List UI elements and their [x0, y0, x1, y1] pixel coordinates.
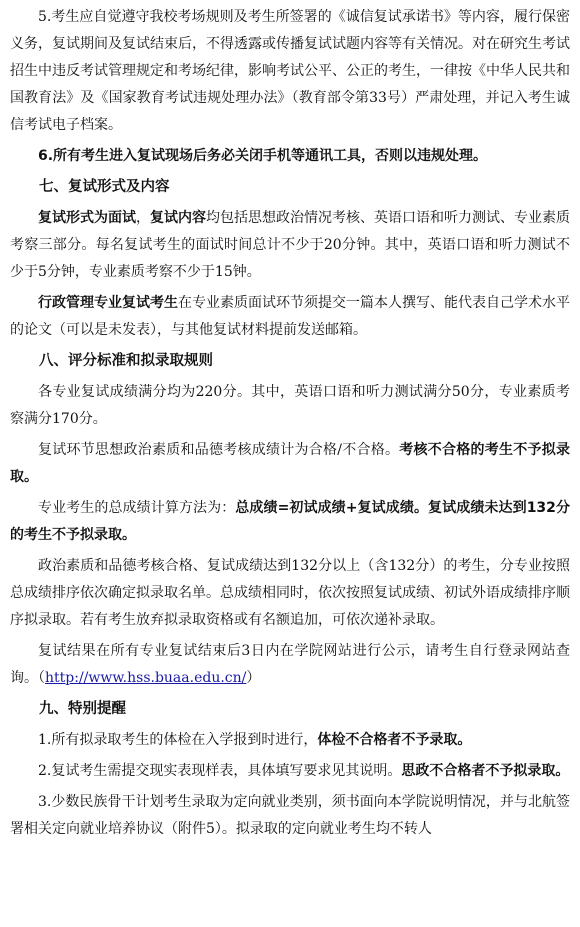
- result-text: 复试结果在所有专业复试结束后3日内在学院网站进行公示，请考生自行登录网站查询。（: [10, 643, 570, 686]
- admin-major-label: 行政管理专业复试考生: [38, 295, 178, 311]
- rule-5-paragraph: 5.考生应自觉遵守我校考场规则及考生所签署的《诚信复试承诺书》等内容，履行保密义务，复试期间及复试结束后，不得透露或传播复试试题内容等有关情况。对在研究生考试招生中违反考试管理规定和考场纪律，影响考试公平、公正的考生，一律按《中华人民共和国教育法》及《国家教育考试违规处理办法》（教育部令第33号）严肃处理，并记入考生诚信考试电子档案。: [10, 9, 570, 133]
- section-7-heading: 七、复试形式及内容: [39, 179, 170, 195]
- section-8-ranking-paragraph: 政治素质和品德考核合格、复试成绩达到132分以上（含132分）的考生，分专业按照总成绩排序依次确定拟录取名单。总成绩相同时，依次按照复试成绩、初试外语成绩排序顺序拟录取。若有考生放弃拟录取资格或有名额追加，可依次递补录取。: [10, 558, 570, 628]
- format-text: 均包括思想政治情况考核、英语口语和听力测试、专业素质考察三部分。每名复试考生的面试时间总计不少于20分钟。其中，英语口语和听力测试不少于5分钟，专业素质考察不少于15钟。: [10, 210, 570, 280]
- reminder-2-paragraph: [10, 758, 570, 785]
- reminder-1-warning: 体检不合格者不予录取。: [317, 732, 472, 748]
- section-8-total-paragraph: [10, 495, 570, 549]
- content-label: 复试内容: [150, 210, 206, 226]
- section-9-heading: 九、特别提醒: [39, 701, 126, 717]
- reminder-1-paragraph: [10, 727, 570, 754]
- reminder-2-text: 2.复试考生需提交现实表现样表，具体填写要求见其说明。: [38, 763, 402, 779]
- section-7-format-paragraph: [10, 205, 570, 286]
- reminder-1-text: 1.所有拟录取考生的体检在入学报到时进行，: [38, 732, 318, 748]
- politics-warning: 考核不合格的考生不予拟录取。: [10, 442, 571, 485]
- format-label: 复试形式为面试: [38, 210, 136, 226]
- admin-major-text: 在专业素质面试环节须提交一篇本人撰写、能代表自己学术水平的论文（可以是未发表），与其他复试材料提前发送邮箱。: [10, 295, 570, 338]
- reminder-3-paragraph: 3.少数民族骨干计划考生录取为定向就业类别，须书面向本学院说明情况，并与北航签署相关定向就业培养协议（附件5）。拟录取的定向就业考生均不转人: [10, 794, 570, 837]
- section-7-admin-paragraph: [10, 290, 570, 344]
- college-website-link[interactable]: http://www.hss.buaa.edu.cn/: [45, 670, 247, 686]
- format-sep: ，: [136, 210, 150, 226]
- section-8-result-paragraph: [10, 638, 570, 692]
- politics-text: 复试环节思想政治素质和品德考核成绩计为合格/不合格。: [38, 442, 400, 458]
- rule-6-paragraph: 6.所有考生进入复试现场后务必关闭手机等通讯工具，否则以违规处理。: [38, 148, 488, 164]
- section-8-score-paragraph: 各专业复试成绩满分均为220分。其中，英语口语和听力测试满分50分，专业素质考察满分170分。: [10, 384, 570, 427]
- section-8-politics-paragraph: [10, 437, 570, 491]
- result-close: ）: [246, 670, 261, 686]
- section-8-heading: 八、评分标准和拟录取规则: [39, 353, 213, 369]
- total-text: 专业考生的总成绩计算方法为：: [38, 500, 236, 516]
- reminder-2-warning: 思政不合格者不予拟录取。: [401, 763, 570, 779]
- total-formula: 总成绩=初试成绩+复试成绩。复试成绩未达到132分的考生不予拟录取。: [10, 500, 571, 543]
